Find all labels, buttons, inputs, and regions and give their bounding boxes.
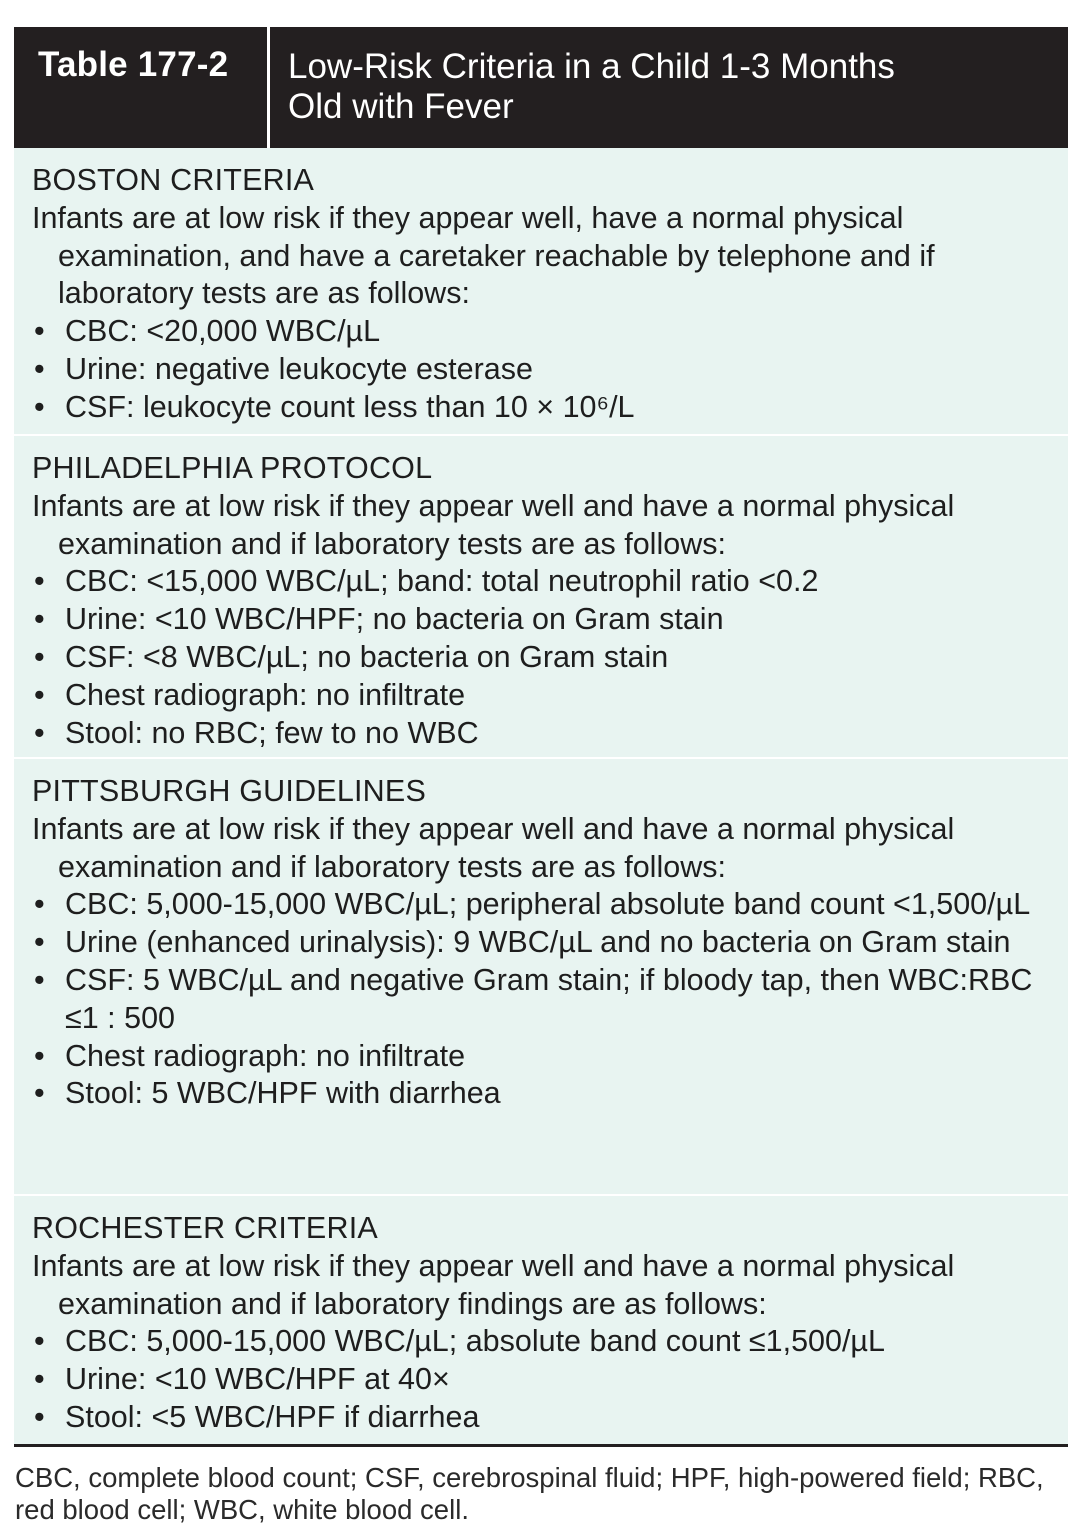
list-item: [32, 1361, 1056, 1399]
list-item-text: CBC: 5,000-15,000 WBC/µL; peripheral absolute band count <1,500/µL: [65, 887, 1031, 922]
bullet-icon: •: [34, 1038, 45, 1073]
list-item-text: CBC: <20,000 WBC/µL: [65, 314, 381, 349]
bullet-icon: •: [34, 1362, 45, 1397]
list-item-text: Chest radiograph: no infiltrate: [65, 677, 466, 712]
bullet-icon: •: [34, 1324, 45, 1359]
list-item-text: CSF: <8 WBC/µL; no bacteria on Gram stain: [65, 639, 669, 674]
criteria-list: [32, 886, 1056, 1113]
section-pittsburgh: [14, 759, 1068, 1196]
bullet-icon: •: [34, 962, 45, 997]
list-item: [32, 1075, 1056, 1113]
bullet-icon: •: [34, 677, 45, 712]
section-boston: [14, 148, 1068, 436]
bullet-icon: •: [34, 1399, 45, 1434]
list-item-text: Urine: negative leukocyte esterase: [65, 351, 533, 386]
criteria-list: [32, 1323, 1056, 1436]
criteria-table: [14, 27, 1068, 1447]
list-item-text: Urine: <10 WBC/HPF; no bacteria on Gram stain: [65, 602, 724, 637]
list-item: [32, 677, 1056, 715]
table-title: [270, 27, 1068, 148]
list-item-text: Stool: 5 WBC/HPF with diarrhea: [65, 1076, 501, 1111]
criteria-list: [32, 313, 1056, 426]
section-heading: PHILADELPHIA PROTOCOL: [32, 451, 433, 485]
table-number: Table 177-2: [14, 27, 270, 148]
list-item: [32, 351, 1056, 389]
list-item-text: Stool: no RBC; few to no WBC: [65, 715, 479, 750]
list-item-text: CSF: leukocyte count less than 10 × 10⁶/L: [65, 389, 635, 424]
list-item-text: Urine: <10 WBC/HPF at 40×: [65, 1362, 450, 1397]
bullet-icon: •: [34, 564, 45, 599]
list-item-text: Chest radiograph: no infiltrate: [65, 1038, 466, 1073]
table-title-line-1: Low-Risk Criteria in a Child 1-3 Months: [288, 47, 895, 86]
list-item: [32, 563, 1056, 601]
section-intro: Infants are at low risk if they appear well and have a normal physical examination and if laboratory findings are as follows:: [32, 1248, 955, 1321]
list-item-text: CBC: <15,000 WBC/µL; band: total neutrophil ratio <0.2: [65, 564, 819, 599]
bullet-icon: •: [34, 351, 45, 386]
list-item: [32, 715, 1056, 753]
table-header: [14, 27, 1068, 148]
list-item: [32, 313, 1056, 351]
bullet-icon: •: [34, 314, 45, 349]
list-item: [32, 886, 1056, 924]
section-heading: PITTSBURGH GUIDELINES: [32, 774, 426, 808]
section-heading: ROCHESTER CRITERIA: [32, 1211, 378, 1245]
list-item: [32, 1323, 1056, 1361]
list-item: [32, 639, 1056, 677]
section-rochester: [14, 1196, 1068, 1447]
list-item: [32, 1038, 1056, 1076]
section-intro: Infants are at low risk if they appear well, have a normal physical examination, and have a caretaker reachable by telephone and if laboratory tests are as follows:: [32, 200, 935, 311]
table-bottom-rule: [14, 1444, 1068, 1447]
list-item: [32, 924, 1056, 962]
section-intro: Infants are at low risk if they appear well and have a normal physical examination and if laboratory tests are as follows:: [32, 811, 955, 884]
list-item-text: Urine (enhanced urinalysis): 9 WBC/µL and no bacteria on Gram stain: [65, 925, 1011, 960]
list-item: [32, 962, 1056, 1038]
list-item: [32, 389, 1056, 427]
criteria-list: [32, 563, 1056, 752]
bullet-icon: •: [34, 639, 45, 674]
bullet-icon: •: [34, 715, 45, 750]
section-intro: Infants are at low risk if they appear well and have a normal physical examination and if laboratory tests are as follows:: [32, 488, 955, 561]
list-item-text: CBC: 5,000-15,000 WBC/µL; absolute band count ≤1,500/µL: [65, 1324, 885, 1359]
bullet-icon: •: [34, 1076, 45, 1111]
list-item-text: Stool: <5 WBC/HPF if diarrhea: [65, 1399, 480, 1434]
bullet-icon: •: [34, 887, 45, 922]
section-heading: BOSTON CRITERIA: [32, 163, 315, 197]
bullet-icon: •: [34, 925, 45, 960]
bullet-icon: •: [34, 389, 45, 424]
table-title-line-2: Old with Fever: [288, 87, 514, 126]
bullet-icon: •: [34, 602, 45, 637]
table-footnote: CBC, complete blood count; CSF, cerebrospinal fluid; HPF, high-powered field; RBC, red blood cell; WBC, white blood cell.: [15, 1462, 1044, 1525]
list-item: [32, 601, 1056, 639]
list-item: [32, 1399, 1056, 1437]
list-item-text: CSF: 5 WBC/µL and negative Gram stain; if bloody tap, then WBC:RBC ≤1 : 500: [65, 962, 1033, 1035]
section-philadelphia: [14, 436, 1068, 759]
